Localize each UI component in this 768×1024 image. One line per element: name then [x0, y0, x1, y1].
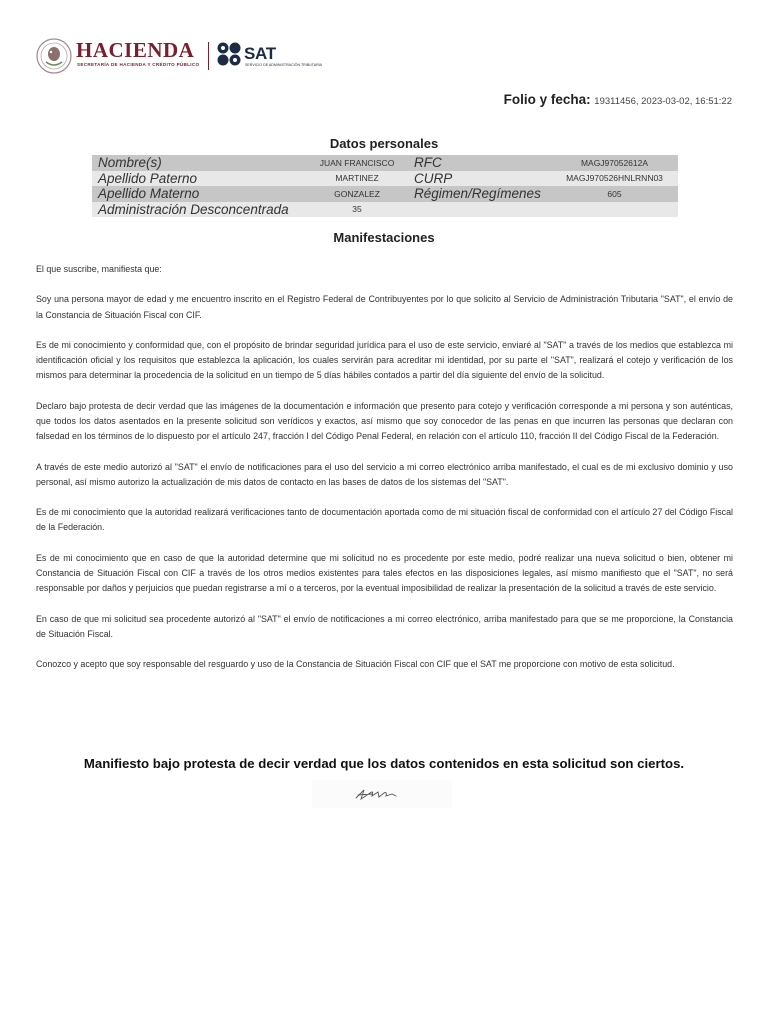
paragraph: A través de este medio autorizó al "SAT" el envío de notificaciones para el uso del servicio a mi correo electrónico arriba manifestado, el cual es de mi exclusivo dominio y uso personal, así mismo autorizo la actualización de mis datos de contacto en las bases de datos de los sistemas del "SAT". [36, 461, 733, 487]
manifestaciones-title: Manifestaciones [333, 230, 435, 245]
header-logos [36, 36, 456, 76]
sat-wordmark: SAT [244, 44, 276, 63]
table-row [92, 171, 678, 187]
folio-value: 19311456, 2023-03-02, 16:51:22 [594, 96, 732, 107]
national-seal-icon [36, 38, 72, 74]
value-curp: MAGJ970526HNLRNN03 [551, 171, 678, 187]
label-curp: CURP [408, 171, 551, 187]
folio-line [504, 92, 732, 107]
paragraph: El que suscribe, manifiesta que: [36, 264, 162, 274]
sat-subtitle: SERVICIO DE ADMINISTRACIÓN TRIBUTARIA [245, 63, 323, 67]
paragraph: Es de mi conocimiento que la autoridad realizará verificaciones tanto de documentación aportada como de mi situación fiscal de conformidad con el artículo 27 del Código Fiscal de la Federación. [36, 507, 733, 533]
value-rfc: MAGJ97052612A [551, 155, 678, 171]
sat-logo-icon [216, 41, 242, 67]
hacienda-wordmark: HACIENDA [76, 38, 195, 62]
personal-data-title: Datos personales [329, 136, 439, 151]
empty-cell [408, 202, 551, 218]
label-nombres: Nombre(s) [92, 155, 306, 171]
manifestaciones-body [36, 262, 733, 688]
closing-statement: Manifiesto bajo protesta de decir verdad que los datos contenidos en esta solicitud son ciertos. [83, 756, 685, 771]
personal-data-table [92, 155, 678, 217]
value-administracion: 35 [306, 202, 408, 218]
paragraph: Es de mi conocimiento que en caso de que la autoridad determine que mi solicitud no es procedente por este medio, podré realizar una nueva solicitud o bien, obtener mi Constancia de Situación Fiscal con CIF a través de los otros medios existentes para tales efectos en las disposiciones legales, así mismo manifiesto que el "SAT", no será responsable por daños y perjuicios que puedan registrarse a mí o a terceros, por la eventual imposibilidad de realizar la presentación de la solicitud a través de este servicio. [36, 552, 733, 594]
paragraph: En caso de que mi solicitud sea procedente autorizó al "SAT" el envío de notificaciones a mi correo electrónico, arriba manifestado para que se me proporcione, la Constancia de Situación Fiscal. [36, 613, 733, 639]
signature-icon [352, 784, 412, 804]
logo-divider [208, 42, 209, 70]
paragraph: Declaro bajo protesta de decir verdad que las imágenes de la documentación e información que presento para cotejo y verificación corresponde a mi persona y son auténticas, que todos los datos asentados en la presente solicitud son verídicos y exactos, así mismo que soy conocedor de las penas en que incurren las personas que declaran con falsedad en los términos de lo dispuesto por el artículo 247, fracción I del Código Penal Federal, en relación con el artículo 110, fracción II del Código Fiscal de la Federación. [36, 400, 733, 442]
label-rfc: RFC [408, 155, 551, 171]
table-row [92, 186, 678, 202]
empty-cell [551, 202, 678, 218]
paragraph: Conozco y acepto que soy responsable del resguardo y uso de la Constancia de Situación Fiscal con CIF que el SAT me proporcione con motivo de esta solicitud. [36, 659, 675, 670]
table-row [92, 202, 678, 218]
label-apellido-paterno: Apellido Paterno [92, 171, 306, 187]
table-row [92, 155, 678, 171]
paragraph: Soy una persona mayor de edad y me encuentro inscrito en el Registro Federal de Contribuyentes por lo que solicito al Servicio de Administración Tributaria "SAT", el envío de la Constancia de Situación Fiscal con CIF. [36, 294, 733, 320]
label-regimen: Régimen/Regímenes [408, 186, 551, 202]
hacienda-subtitle: SECRETARÍA DE HACIENDA Y CRÉDITO PÚBLICO [77, 62, 200, 67]
signature-area [312, 780, 452, 808]
value-regimen: 605 [551, 186, 678, 202]
paragraph: Es de mi conocimiento y conformidad que, con el propósito de brindar seguridad jurídica para el uso de este servicio, enviaré al "SAT" a través de los medios que establezca mi identificación oficial y los requisitos que establezca la aplicación, los cuales servirán para acreditar mi identidad, por su parte el "SAT", realizará el cotejo y verificación de los mismos para determinar la procedencia de la solicitud en un tiempo de 5 días hábiles contados a partir del día siguiente del envío de la solicitud. [36, 339, 733, 381]
value-nombres: JUAN FRANCISCO [306, 155, 408, 171]
value-apellido-materno: GONZALEZ [306, 186, 408, 202]
folio-label: Folio y fecha: [503, 92, 591, 107]
value-apellido-paterno: MARTINEZ [306, 171, 408, 187]
label-apellido-materno: Apellido Materno [92, 186, 306, 202]
label-administracion: Administración Desconcentrada [92, 202, 306, 218]
